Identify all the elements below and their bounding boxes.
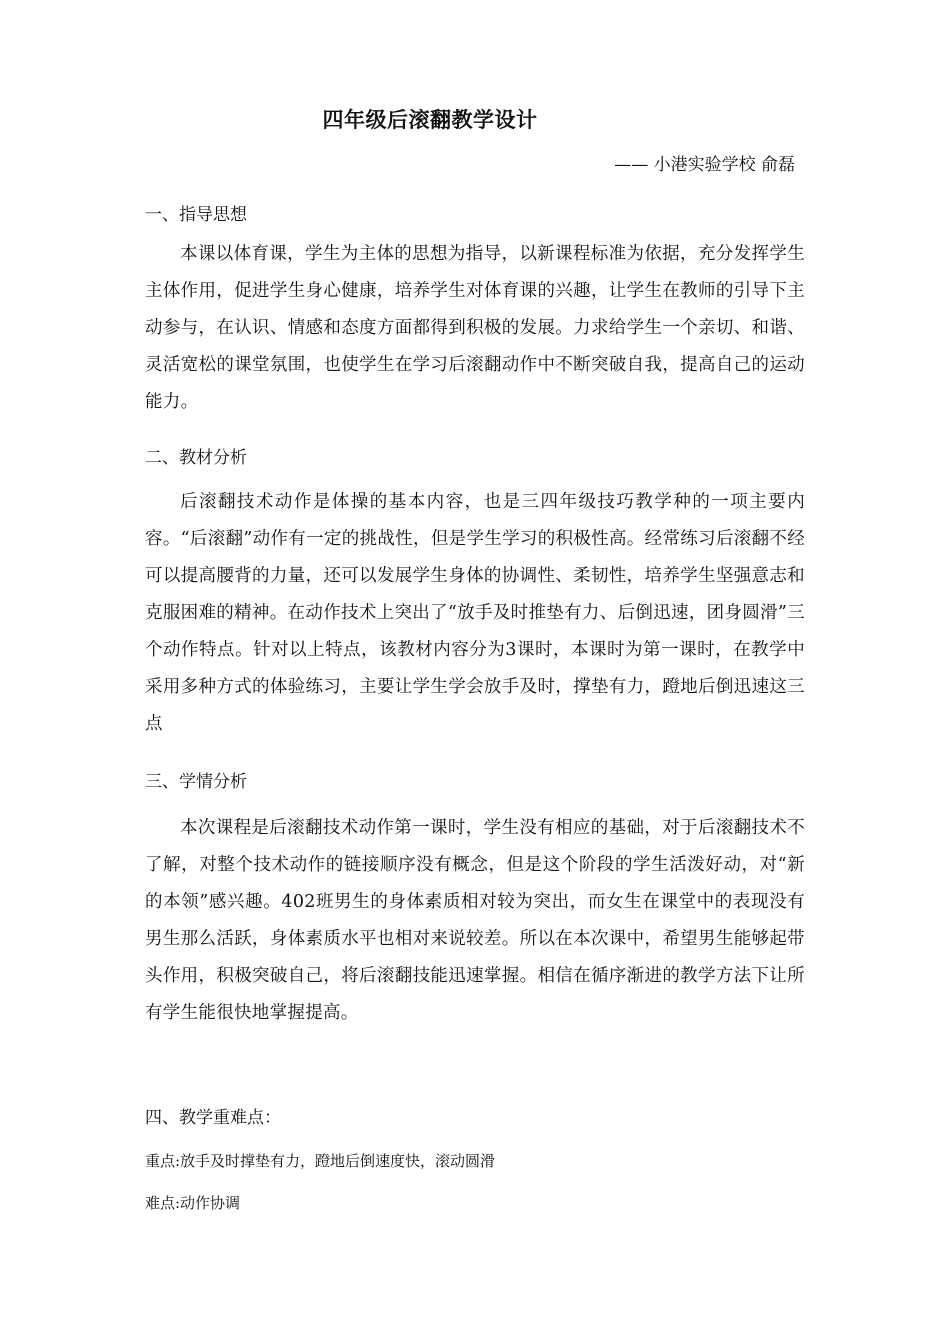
key-point-line: 重点:放手及时撑垫有力，蹬地后倒速度快，滚动圆滑 — [145, 1152, 496, 1170]
section-body-guiding-idea: 本课以体育课，学生为主体的思想为指导，以新课程标准为依据，充分发挥学生主体作用，促进学生身心健康，培养学生对体育课的兴趣，让学生在教师的引导下主动参与，在认识、情感和态度方面都得到积极的发展。力求给学生一个亲切、和谐、灵活宽松的课堂氛围，也使学生在学习后滚翻动作中不断突破自我，提高自己的运动能力。 — [145, 244, 805, 412]
section-heading-material-analysis: 二、教材分析 — [145, 448, 247, 468]
section-heading-student-analysis: 三、学情分析 — [145, 772, 247, 792]
section-heading-guiding-idea: 一、指导思想 — [145, 205, 247, 225]
document-title: 四年级后滚翻教学设计 — [322, 108, 538, 132]
section-body-student-analysis: 本次课程是后滚翻技术动作第一课时，学生没有相应的基础，对于后滚翻技术不了解，对整个技术动作的链接顺序没有概念，但是这个阶段的学生活泼好动，对“新的本领”感兴趣。402班男生的身体素质相对较为突出，而女生在课堂中的表现没有男生那么活跃，身体素质水平也相对来说较差。所以在本次课中，希望男生能够起带头作用，积极突破自己，将后滚翻技能迅速掌握。相信在循序渐进的教学方法下让所有学生能很快地掌握提高。 — [145, 818, 805, 1023]
section-heading-key-difficult-points: 四、教学重难点： — [145, 1108, 281, 1128]
author-line: —— 小港实验学校 俞磊 — [614, 155, 795, 175]
difficulty-line: 难点:动作协调 — [145, 1194, 241, 1212]
section-body-material-analysis: 后滚翻技术动作是体操的基本内容，也是三四年级技巧教学种的一项主要内容。“后滚翻”动作有一定的挑战性，但是学生学习的积极性高。经常练习后滚翻不经可以提高腰背的力量，还可以发展学生身体的协调性、柔韧性，培养学生坚强意志和克服困难的精神。在动作技术上突出了“放手及时推垫有力、后倒迅速，团身圆滑”三个动作特点。针对以上特点，该教材内容分为3课时，本课时为第一课时，在教学中采用多种方式的体验练习，主要让学生学会放手及时，撑垫有力，蹬地后倒迅速这三点 — [145, 492, 805, 734]
